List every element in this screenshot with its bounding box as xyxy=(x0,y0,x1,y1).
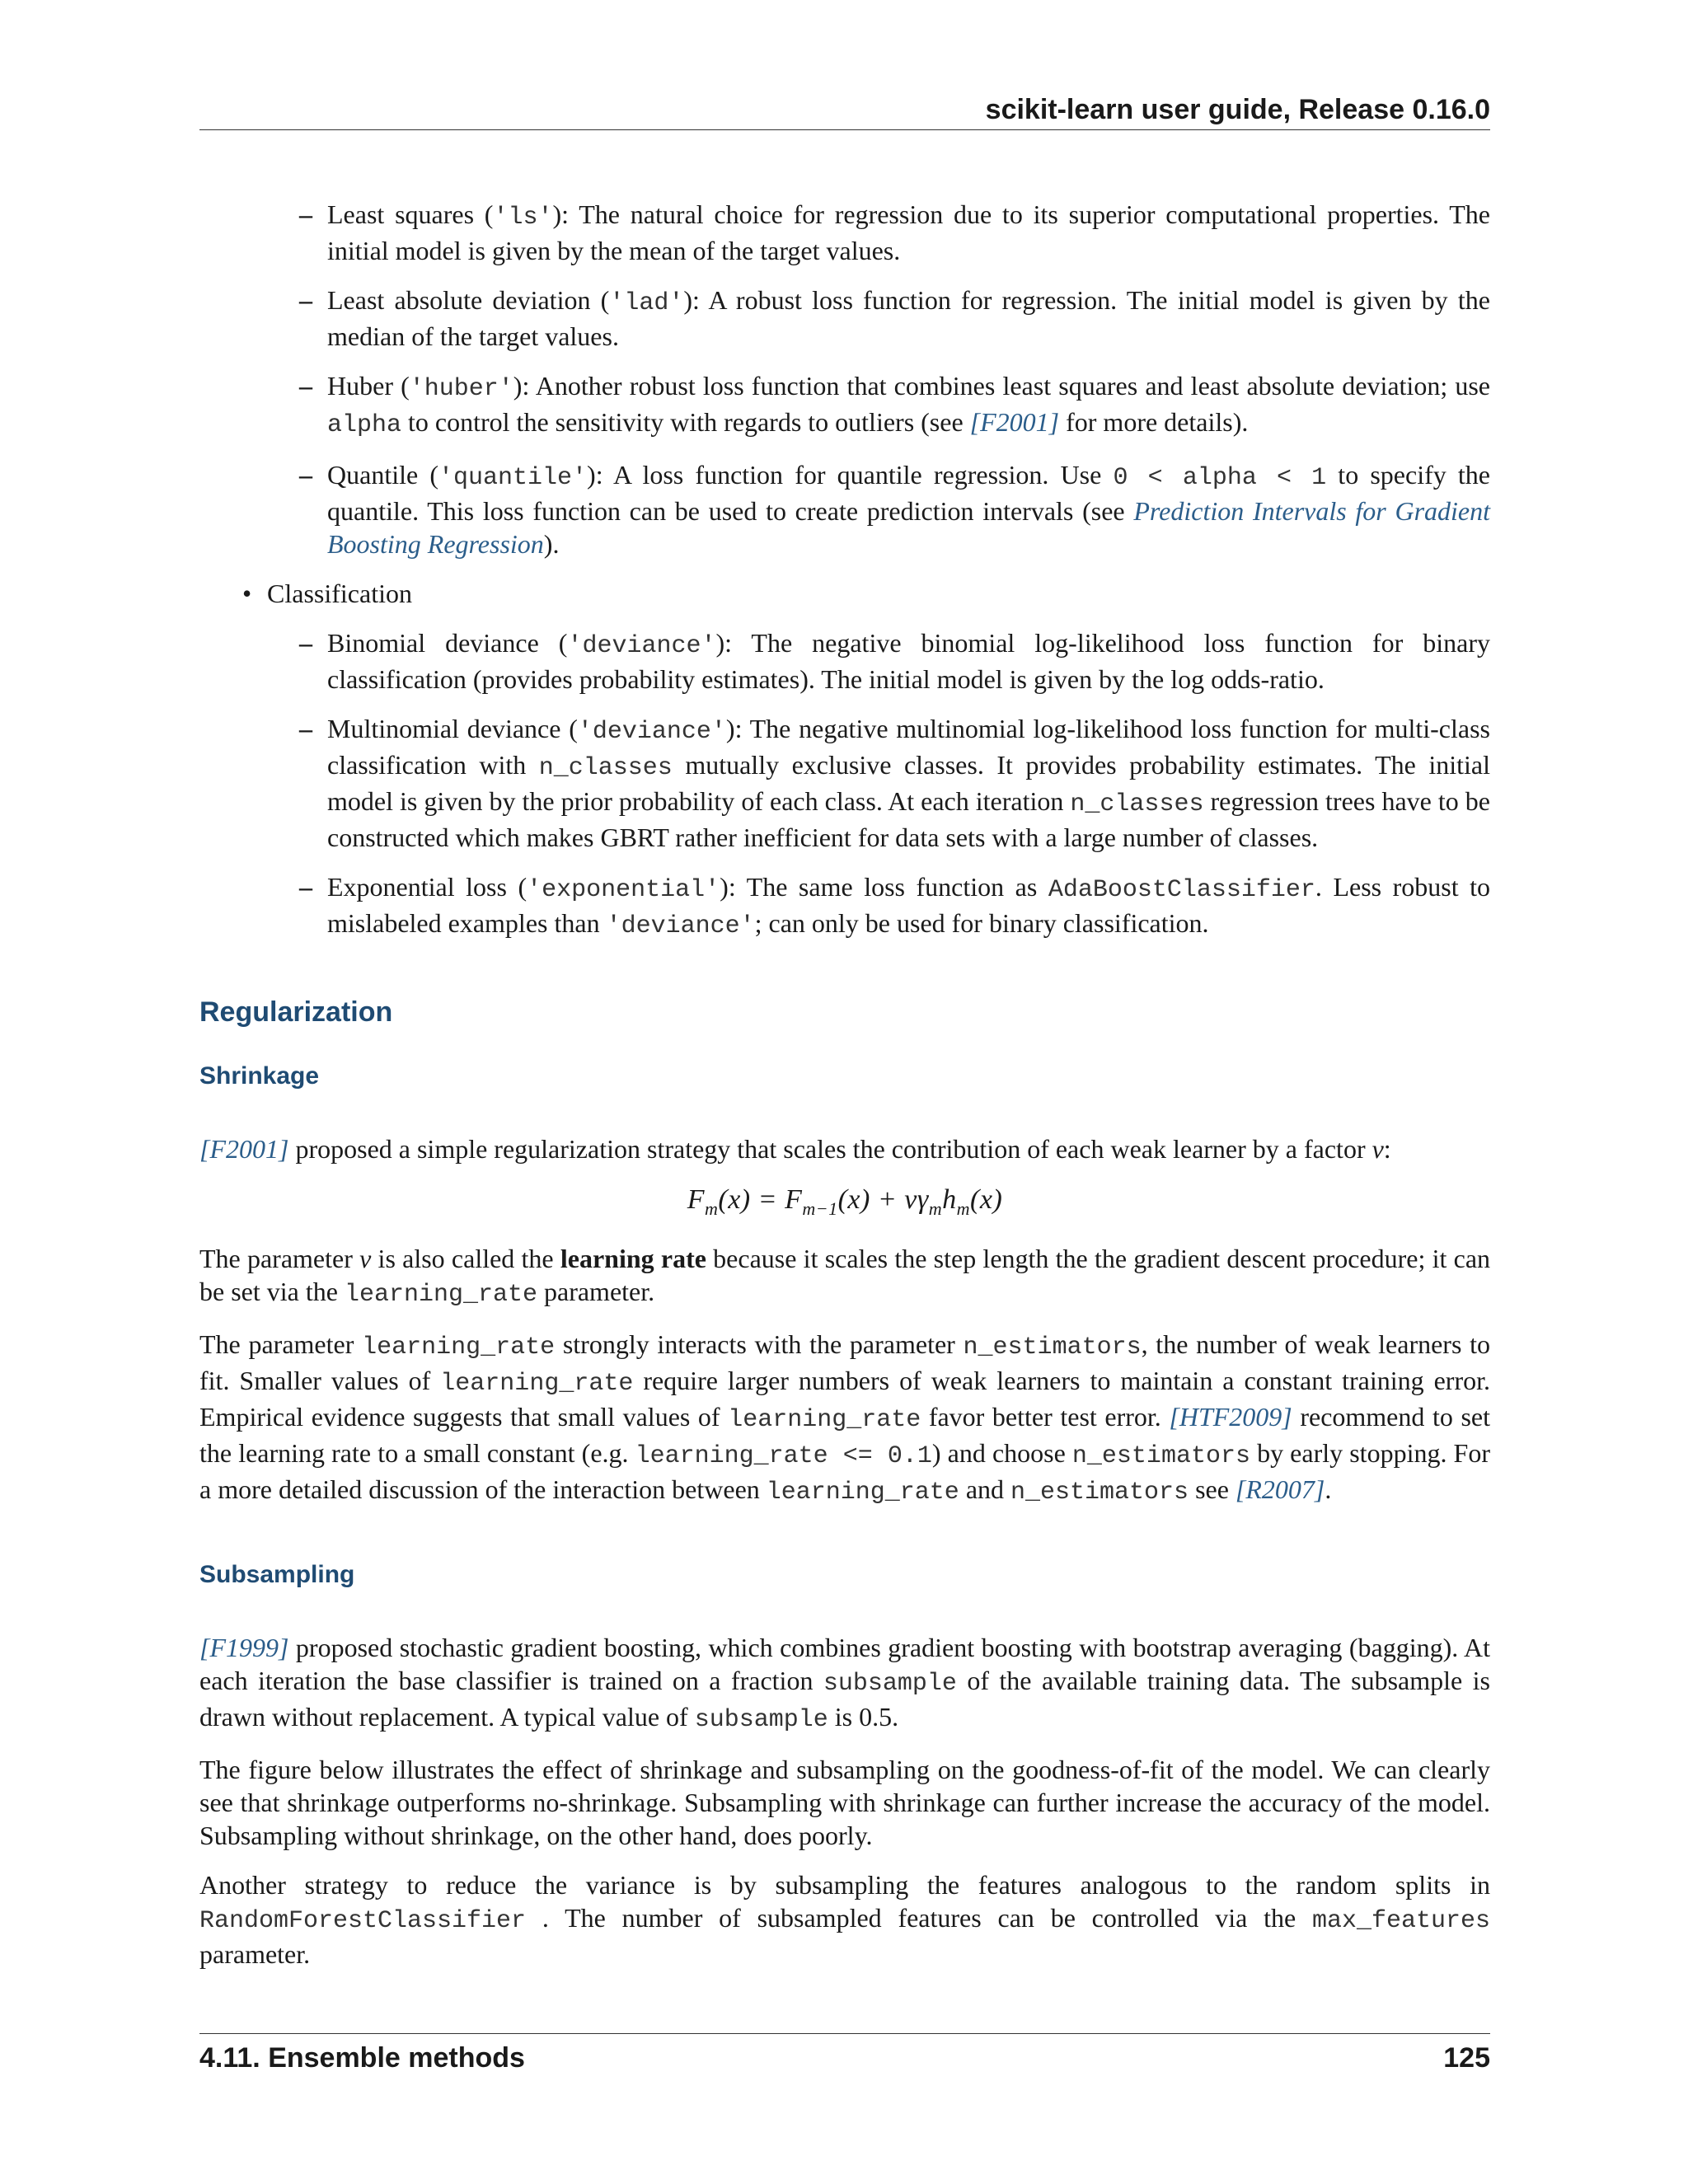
loss-name: Multinomial deviance ( xyxy=(327,714,578,743)
loss-item-multinomial xyxy=(327,712,1490,854)
classification-bullet: • Classification xyxy=(267,577,1490,610)
loss-item-ls xyxy=(327,198,1490,267)
text-span: ) and choose xyxy=(931,1437,1072,1468)
loss-name: Binomial deviance ( xyxy=(327,628,568,658)
text-span: . xyxy=(1325,1474,1332,1504)
inline-code: learning_rate xyxy=(344,1280,537,1309)
text-span: ; can only be used for binary classification. xyxy=(754,908,1209,938)
text-span: of the available training data. The subsample is drawn without replacement. A typical value of xyxy=(199,1665,1491,1732)
inline-code: RandomForestClassifier xyxy=(199,1906,527,1935)
citation-link-f1999[interactable]: [F1999] xyxy=(199,1632,289,1662)
text-span: . Less robust to mislabeled examples than xyxy=(327,872,1491,938)
loss-description: ): A robust loss function for regression. The initial model is given by the median of the target values. xyxy=(327,285,1491,351)
text-span: ). xyxy=(543,529,560,559)
inline-code: 'huber' xyxy=(409,375,513,403)
inline-code: n_classes xyxy=(1070,790,1204,818)
shrinkage-equation xyxy=(199,1182,1490,1227)
bold-term: learning rate xyxy=(560,1243,706,1273)
inline-code: learning_rate xyxy=(766,1478,959,1507)
text-span: to specify the quantile. This loss function can be used to create prediction intervals (see xyxy=(327,460,1491,526)
text-span: to control the sensitivity with regards to outliers (see xyxy=(401,407,970,437)
inline-code: subsample xyxy=(694,1705,828,1734)
math-subscript: m xyxy=(705,1197,719,1219)
citation-link-htf2009[interactable]: [HTF2009] xyxy=(1169,1401,1292,1432)
math-subscript: m xyxy=(956,1197,971,1219)
loss-description: ): The negative binomial log-likelihood loss function for binary classification (provides probability estimates). The initial model is given by the log odds-ratio. xyxy=(327,628,1491,694)
subsampling-paragraph-1 xyxy=(199,1631,1490,1736)
text-span: proposed stochastic gradient boosting, which combines gradient boosting with bootstrap averaging (bagging). At each iteration the base classifier is trained on a fraction xyxy=(199,1632,1490,1695)
text-span: parameter. xyxy=(199,1938,311,1969)
shrinkage-paragraph-2 xyxy=(199,1242,1490,1311)
loss-item-quantile xyxy=(327,458,1490,560)
math-expression: (x) = F xyxy=(718,1184,803,1215)
text-span: ): A loss function for quantile regression. Use xyxy=(587,460,1114,490)
inline-code: learning_rate <= 0.1 xyxy=(635,1441,932,1470)
text-span: recommend to set the learning rate to a small constant (e.g. xyxy=(199,1401,1491,1468)
inline-code: 'ls' xyxy=(493,204,553,232)
text-span: . The number of subsampled features can be controlled via the xyxy=(526,1902,1312,1933)
inline-code: 'deviance' xyxy=(606,912,755,940)
header-rule xyxy=(199,129,1490,130)
inline-code: AdaBoostClassifier xyxy=(1048,876,1315,904)
text-span: because it scales the step length the the gradient descent procedure; it can be set via the xyxy=(199,1243,1491,1306)
text-span: regression trees have to be constructed which makes GBRT rather inefficient for data sets with a large number of classes. xyxy=(327,786,1491,852)
loss-item-exponential xyxy=(327,870,1490,943)
page-number: 125 xyxy=(1443,2042,1490,2074)
text-span: The parameter xyxy=(199,1243,360,1273)
citation-link-f2001[interactable]: [F2001] xyxy=(199,1134,289,1164)
loss-name: Huber ( xyxy=(327,371,410,401)
loss-description: ): The natural choice for regression due to its superior computational properties. The initial model is given by the mean of the target values. xyxy=(327,199,1491,265)
shrinkage-paragraph-1 xyxy=(199,1132,1490,1165)
section-title-regularization: Regularization xyxy=(199,996,393,1028)
citation-link-f2001[interactable]: [F2001] xyxy=(969,407,1060,437)
text-span: : xyxy=(1383,1134,1391,1164)
subsection-title-shrinkage: Shrinkage xyxy=(199,1062,320,1090)
loss-item-lad xyxy=(327,284,1490,353)
inline-code: 'deviance' xyxy=(577,718,726,746)
inline-code: 0 < alpha < 1 xyxy=(1113,464,1327,492)
inline-code: learning_rate xyxy=(728,1405,921,1434)
inline-code: learning_rate xyxy=(440,1369,634,1398)
text-span: and xyxy=(959,1474,1011,1504)
text-span: strongly interacts with the parameter xyxy=(555,1329,964,1359)
inline-code: n_estimators xyxy=(963,1333,1142,1361)
math-symbol: h xyxy=(942,1184,957,1215)
inline-code: 'lad' xyxy=(609,289,684,317)
text-span: ): The same loss function as xyxy=(720,872,1048,902)
text-span: require larger numbers of weak learners to maintain a constant training error. Empirical evidence suggests that small values of xyxy=(199,1365,1491,1432)
running-footer xyxy=(199,2039,1490,2077)
subsection-title-subsampling: Subsampling xyxy=(199,1560,355,1588)
footer-section-link[interactable]: 4.11. Ensemble methods xyxy=(199,2042,525,2074)
loss-item-binomial xyxy=(327,626,1490,696)
loss-item-huber xyxy=(327,369,1490,442)
subsampling-paragraph-2: The figure below illustrates the effect of shrinkage and subsampling on the goodness-of-fit of the model. We can clearly see that shrinkage outperforms no-shrinkage. Subsampling with shrinkage can further increase the accuracy of the model. Subsampling without shrinkage, on the other hand, does poorly. xyxy=(199,1754,1490,1850)
text-span: is also called the xyxy=(371,1243,560,1273)
inline-code: n_estimators xyxy=(1010,1478,1189,1507)
prediction-intervals-link[interactable]: Prediction Intervals for Gradient Boosting Regression xyxy=(327,496,1491,559)
citation-link-r2007[interactable]: [R2007] xyxy=(1235,1474,1325,1504)
inline-code: 'exponential' xyxy=(527,876,720,904)
inline-code: n_classes xyxy=(538,754,673,782)
math-expression: (x) + νγ xyxy=(837,1184,929,1215)
math-symbol: ν xyxy=(359,1243,372,1273)
loss-name: Least squares ( xyxy=(327,199,494,229)
text-span: The parameter xyxy=(199,1329,363,1359)
text-span: parameter. xyxy=(537,1276,655,1306)
text-span: Another strategy to reduce the variance is by subsampling the features analogous to the random splits in xyxy=(199,1869,1490,1900)
shrinkage-paragraph-3 xyxy=(199,1328,1490,1509)
math-expression: (x) xyxy=(970,1184,1003,1215)
subsampling-paragraph-3 xyxy=(199,1868,1490,1971)
main-content xyxy=(199,198,1490,1987)
running-header: scikit-learn user guide, Release 0.16.0 xyxy=(985,94,1490,125)
text-span: for more details). xyxy=(1059,407,1249,437)
footer-rule xyxy=(199,2033,1490,2034)
math-symbol: ν xyxy=(1372,1134,1384,1164)
loss-name: Quantile ( xyxy=(327,460,438,490)
text-span: ): The negative multinomial log-likelihood loss function for multi-class classification with xyxy=(327,714,1490,780)
math-symbol: F xyxy=(687,1184,705,1215)
math-subscript: m−1 xyxy=(802,1197,838,1219)
text-span: ): Another robust loss function that combines least squares and least absolute deviation; use xyxy=(513,371,1491,401)
inline-code: max_features xyxy=(1311,1906,1490,1935)
text-span: favor better test error. xyxy=(921,1401,1170,1432)
inline-code: learning_rate xyxy=(362,1333,556,1361)
text-span: by early stopping. For a more detailed discussion of the interaction between xyxy=(199,1437,1491,1504)
loss-name: Exponential loss ( xyxy=(327,872,528,902)
text-span: proposed a simple regularization strategy that scales the contribution of each weak learner by a factor xyxy=(288,1134,1372,1164)
inline-code: 'quantile' xyxy=(438,464,588,492)
inline-code: subsample xyxy=(823,1669,957,1698)
math-subscript: m xyxy=(928,1197,943,1219)
text-span: see xyxy=(1189,1474,1236,1504)
inline-code: alpha xyxy=(327,411,402,439)
text-span: mutually exclusive classes. It provides probability estimates. The initial model is given by the prior probability of each class. At each iteration xyxy=(327,750,1491,816)
inline-code: n_estimators xyxy=(1071,1441,1250,1470)
text-span: is 0.5. xyxy=(828,1701,899,1732)
inline-code: 'deviance' xyxy=(567,632,716,660)
text-span: , the number of weak learners to fit. Smaller values of xyxy=(199,1329,1491,1395)
loss-name: Least absolute deviation ( xyxy=(327,285,610,315)
